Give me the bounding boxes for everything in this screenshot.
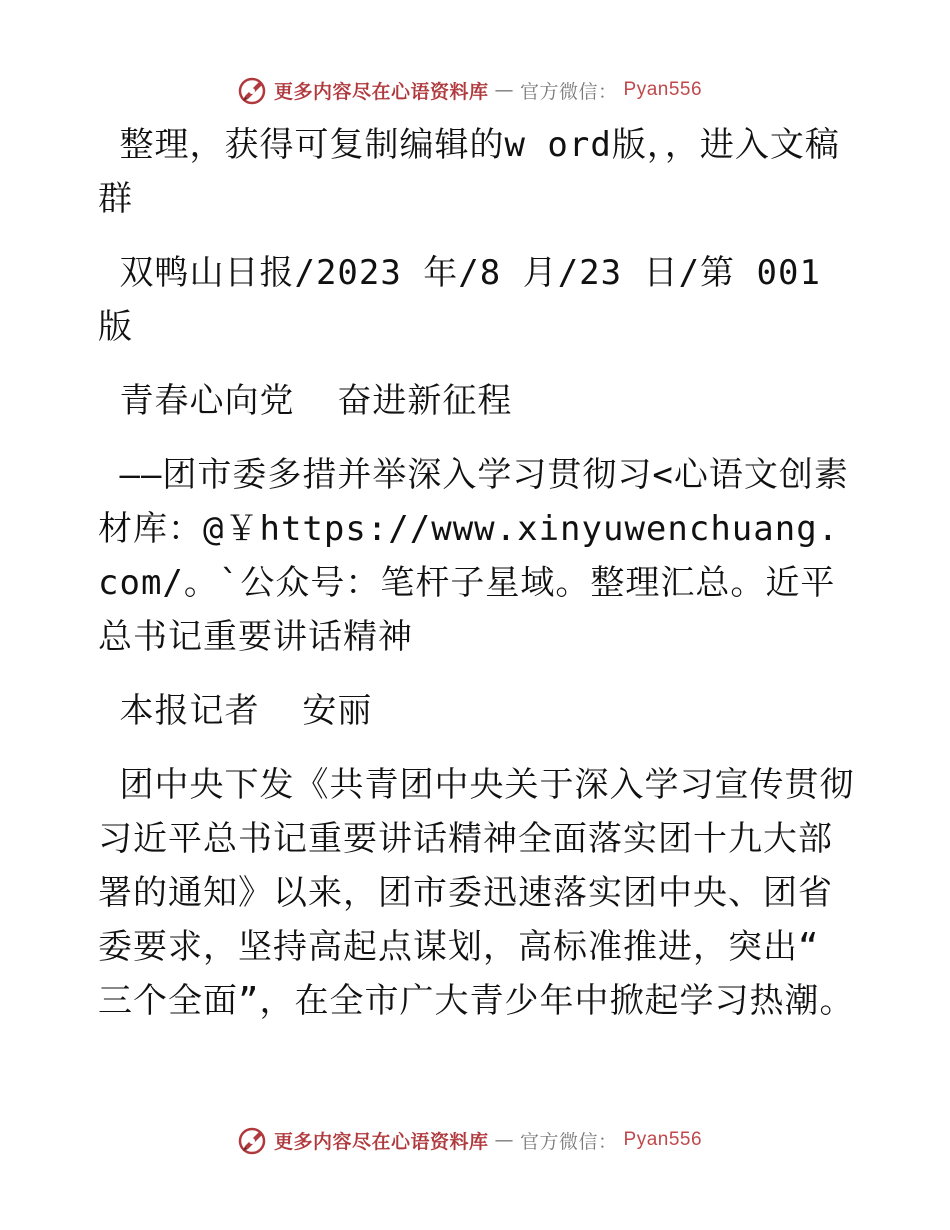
banner-dash: —: [494, 79, 515, 101]
footer-banner-title: 更多内容尽在心语资料库: [274, 1130, 489, 1153]
body-paragraph: 团中央下发《共青团中央关于深入学习宣传贯彻习近平总书记重要讲话精神全面落实团十九大部署的通知》以来，团市委迅速落实团中央、团省委要求，坚持高起点谋划，高标准推进，突出“ 三个全面”，在全市广大青少年中掀起学习热潮。: [98, 765, 855, 1021]
article-subtitle: ——团市委多措并举深入学习贯彻习<心语文创素材库：@￥https://www.xinyuwenchuang.com/。`公众号：笔杆子星域。整理汇总。近平总书记重要讲话精神: [98, 455, 849, 657]
pen-circle-logo-icon: [236, 1124, 268, 1156]
footer-banner: [236, 1122, 702, 1158]
intro-paragraph: 整理，获得可复制编辑的w ord版，，进入文稿群: [98, 125, 840, 219]
banner-title: 更多内容尽在心语资料库: [274, 80, 489, 103]
footer-banner-dash: —: [494, 1129, 515, 1151]
document-body: [98, 118, 858, 1048]
header-banner: [236, 72, 702, 108]
footer-banner-wechat-id: Pyan556: [623, 1129, 703, 1150]
banner-wechat-id: Pyan556: [623, 79, 703, 100]
source-line: 双鸭山日报/2023 年/8 月/23 日/第 001 版: [98, 253, 843, 347]
article-title: 青春心向党 奋进新征程: [98, 381, 513, 421]
reporter-line: 本报记者 安丽: [98, 691, 373, 731]
pen-circle-logo-icon: [236, 74, 268, 106]
banner-wechat-label: 官方微信：: [520, 80, 618, 103]
footer-banner-wechat-label: 官方微信：: [520, 1130, 618, 1153]
